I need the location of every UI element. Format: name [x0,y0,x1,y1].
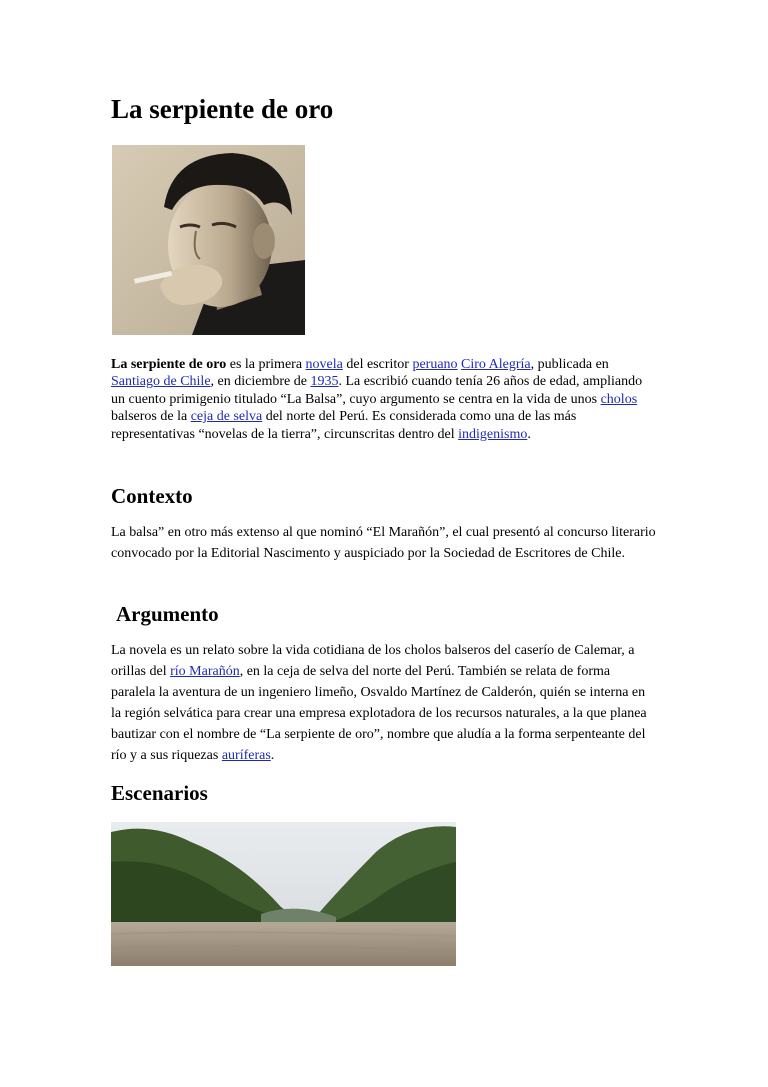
link-auriferas[interactable]: auríferas [221,748,271,763]
argumento-paragraph [111,640,656,766]
argumento-text-3: . [270,748,275,763]
intro-text-1: es la primera [226,357,306,372]
link-rio-maranon[interactable]: río Marañón [170,664,240,679]
link-peruano[interactable]: peruano [412,357,458,372]
argumento-text-2: , en la ceja de selva del norte del Perú. También se relata de forma paralela la aventura de un ingeniero limeño, Osvaldo Martínez de Calderón, quién se interna en la región selvática para crear una empresa explotadora de los recursos naturales, a la que planea bautizar con el nombre de “La serpiente de oro”, nombre que aludía a la forma serpenteante del río y a sus riquezas [111,664,647,763]
intro-text-5: , en diciembre de [210,374,311,390]
link-santiago-de-chile[interactable]: Santiago de Chile [111,374,211,390]
intro-text-4: , publicada en [530,357,609,372]
link-novela[interactable]: novela [305,357,343,372]
contexto-paragraph: La balsa” en otro más extenso al que nominó “El Marañón”, el cual presentó al concurso literario convocado por la Editorial Nascimento y auspiciado por la Sociedad de Escritores de Chile. [111,525,656,561]
link-indigenismo[interactable]: indigenismo [458,426,528,442]
link-cholos[interactable]: cholos [600,391,638,407]
intro-lead: La serpiente de oro [111,357,227,372]
intro-text-2: del escritor [342,357,413,372]
link-ceja-de-selva[interactable]: ceja de selva [190,409,263,425]
intro-text-9: . [527,426,531,442]
page-title: La serpiente de oro [111,94,334,124]
intro-text-8: del norte del Perú. Es considerada como una de las más representativas “novelas de la tierra”, circunscritas dentro del [111,409,577,442]
heading-argumento: Argumento [116,602,219,626]
river-scenery-image [111,822,456,966]
intro-text-6: . La escribió cuando tenía 26 años de edad, ampliando un cuento primigenio titulado “La Balsa”, cuyo argumento se centra en la vida de unos [111,374,643,407]
author-portrait-image [112,145,305,335]
portrait-photo [112,145,305,335]
heading-contexto: Contexto [111,484,193,508]
heading-escenarios: Escenarios [111,781,208,805]
link-1935[interactable]: 1935 [310,374,339,390]
intro-paragraph [111,356,659,443]
river-photo [111,822,456,966]
link-ciro-alegria[interactable]: Ciro Alegría [461,357,531,372]
intro-text-7: balseros de la [111,409,191,425]
argumento-text-1: La novela es un relato sobre la vida cotidiana de los cholos balseros del caserío de Calemar, a orillas del [111,643,635,679]
